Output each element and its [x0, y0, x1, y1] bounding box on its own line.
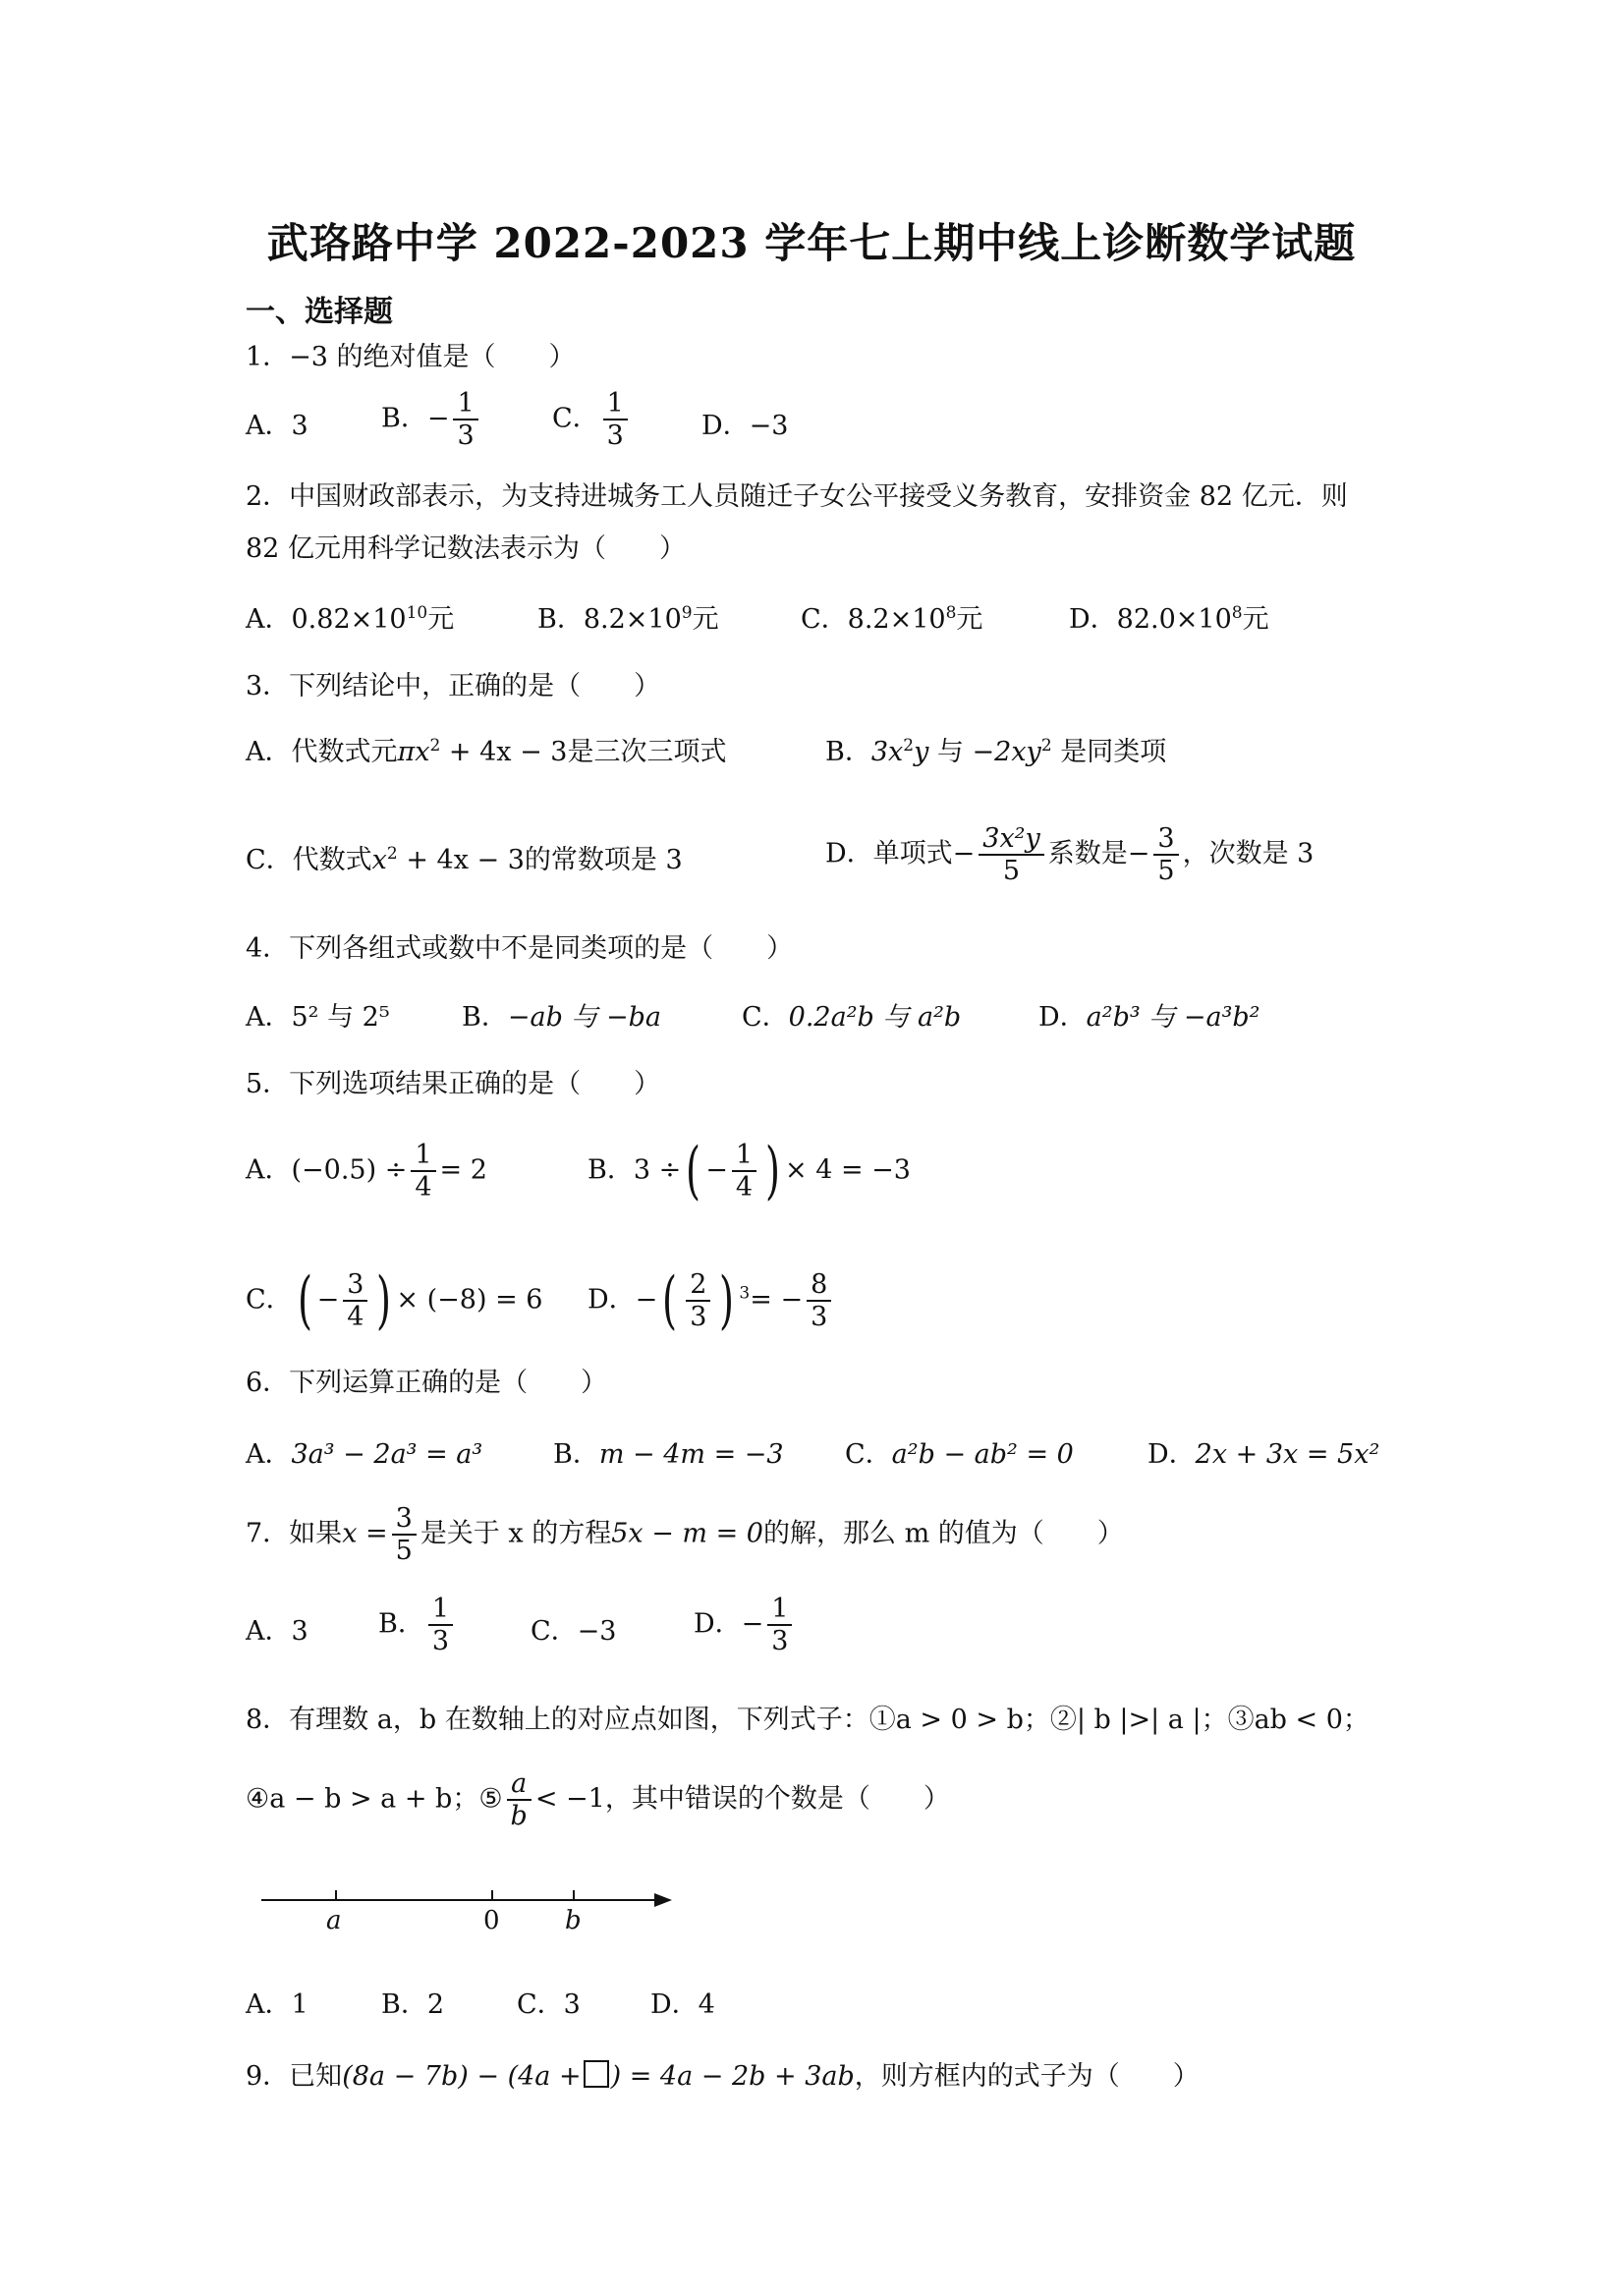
number-line-axis [257, 1884, 690, 1914]
q8-option-a: A．1 [246, 1989, 308, 2020]
q1-option-d: D．−3 [701, 411, 789, 441]
q3-d-coef-fraction: $\frac{3}{5}$ [1153, 823, 1178, 886]
q8-stem-line2: ④a − b > a + b；⑤ $\frac{a}{b}$ < −1，其中错误的个数是（ ） [246, 1768, 950, 1832]
q3-stem: 3．下列结论中，正确的是（ ） [246, 671, 661, 701]
q1-stem: 1．−3 的绝对值是（ ） [246, 342, 576, 372]
q4-stem: 4．下列各组式或数中不是同类项的是（ ） [246, 933, 794, 964]
q3-option-a: A．代数式元$\pi x^2 + 4x - 3$是三次三项式 [246, 736, 727, 767]
q5-option-a: A．(−0.5) ÷ $\frac{1}{4}$ = 2 [246, 1140, 487, 1204]
q3-option-d: D．单项式− $\frac{\text{3x²y}}{5}$ 系数是− $\frac{3}{5}$ ，次数是 3 [825, 823, 1315, 887]
q3-option-b: B．$3x^2y$ 与 $-2xy^2$ 是同类项 [825, 736, 1167, 767]
q6-option-d: D．2x + 3x = 5x² [1147, 1439, 1380, 1470]
q6-stem: 6．下列运算正确的是（ ） [246, 1368, 608, 1398]
number-line-figure [257, 1884, 690, 1943]
q7-stem: 7．如果x = $\frac{3}{5}$ 是关于 x 的方程5x − m = 0的解，那么 m 的值为（ ） [246, 1503, 1124, 1567]
q4-option-a: A．5² 与 2⁵ [246, 1002, 390, 1033]
page-title: 武珞路中学 2022-2023 学年七上期中线上诊断数学试题 [266, 219, 1357, 267]
q4-option-c: C．0.2a²b 与 a²b [742, 1002, 962, 1033]
q8-option-b: B．2 [381, 1989, 445, 2020]
q2-stem-line2: 82 亿元用科学记数法表示为（ ） [246, 533, 686, 564]
axis-label-a: a [326, 1906, 342, 1935]
q8-stem-line1: 8．有理数 a，b 在数轴上的对应点如图，下列式子：①a > 0 > b；②| b |>| a |；③ab < 0； [246, 1705, 1370, 1735]
q2-option-a: A．$0.82\times 10^{10}$元 [246, 603, 455, 635]
q1-option-b: B．− $\frac{1}{3}$ [381, 388, 482, 451]
q2-option-d: D．$82.0\times 10^8$元 [1069, 603, 1269, 635]
q5-option-c: C．( − $\frac{3}{4}$ ) × (−8) = 6 [246, 1264, 543, 1338]
q2-stem-line1: 2．中国财政部表示，为支持进城务工人员随迁子女公平接受义务教育，安排资金 82 亿元．则 [246, 481, 1348, 512]
q7-option-a: A．3 [246, 1616, 308, 1647]
q7-option-c: C．−3 [531, 1616, 617, 1647]
q1-option-a: A．3 [246, 411, 308, 441]
q4-option-b: B．−ab 与 −ba [462, 1002, 662, 1033]
q9-stem: 9．已知(8a − 7b) − (4a + ) = 4a − 2b + 3ab，则方框内的式子为（ ） [246, 2061, 1200, 2092]
blank-box [584, 2060, 609, 2088]
q2-option-c: C．$8.2\times 10^8$元 [801, 603, 983, 635]
q1-c-fraction: $\frac{1}{3}$ [603, 388, 628, 451]
q5-stem: 5．下列选项结果正确的是（ ） [246, 1069, 661, 1099]
axis-label-zero: 0 [483, 1906, 500, 1935]
q6-option-a: A．3a³ − 2a³ = a³ [246, 1439, 483, 1470]
q6-option-c: C．a²b − ab² = 0 [845, 1439, 1074, 1470]
q2-option-b: B．$8.2\times 10^9$元 [537, 603, 719, 635]
q1-b-fraction: $\frac{1}{3}$ [453, 388, 477, 451]
q5-option-b: B．3 ÷( − $\frac{1}{4}$ ) × 4 = −3 [588, 1135, 911, 1208]
q6-option-b: B．m − 4m = −3 [553, 1439, 784, 1470]
q4-option-d: D．a²b³ 与 −a³b² [1038, 1002, 1260, 1033]
q8-option-d: D．4 [650, 1989, 715, 2020]
axis-label-b: b [565, 1906, 582, 1935]
q1-option-c: C． $\frac{1}{3}$ [552, 388, 632, 451]
q5-option-d: D．−( $\frac{2}{3}$ ) $^3$= − $\frac{8}{3}$ [588, 1269, 835, 1332]
q7-option-d: D．− $\frac{1}{3}$ [694, 1594, 796, 1656]
section-heading: 一、选择题 [246, 295, 393, 329]
q8-option-c: C．3 [517, 1989, 581, 2020]
q3-d-fraction: $\frac{\text{3x²y}}{5}$ [979, 823, 1043, 886]
q7-option-b: B． $\frac{1}{3}$ [378, 1594, 457, 1656]
q3-option-c: C．代数式$x^2 + 4x - 3$的常数项是 3 [246, 844, 683, 875]
